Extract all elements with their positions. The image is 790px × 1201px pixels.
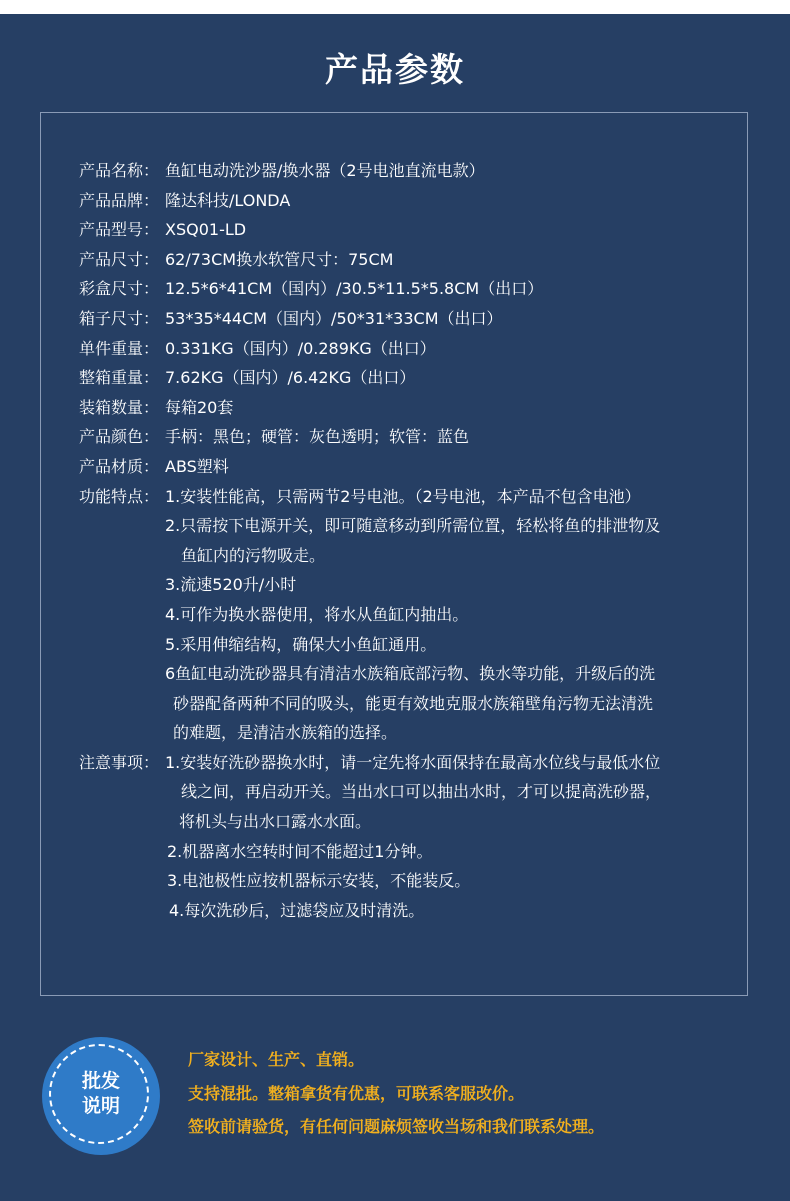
feature-line: 4.可作为换水器使用，将水从鱼缸内抽出。 [165,604,469,624]
features-row [79,718,661,748]
spec-value: ABS塑料 [165,456,229,476]
feature-line: 砂器配备两种不同的吸头，能更有效地克服水族箱壁角污物无法清洗 [173,693,654,713]
wholesale-notes [188,1043,604,1144]
page-title: 产品参数 [325,50,465,89]
note-line: 4.每次洗砂后，过滤袋应及时清洗。 [169,900,425,920]
features-row [79,541,661,571]
features-row [79,511,661,541]
wholesale-note: 厂家设计、生产、直销。 [188,1050,365,1069]
note-line: 线之间，再启动开关。当出水口可以抽出水时，才可以提高洗砂器， [181,782,662,802]
features-label: 功能特点： [79,486,160,506]
spec-row-color-box [79,274,661,304]
spec-row-carton [79,304,661,334]
features-row [79,689,661,719]
wholesale-note: 支持混批。整箱拿货有优惠，可联系客服改价。 [188,1083,525,1103]
spec-row-material [79,452,661,482]
notes-row [79,777,661,807]
feature-line: 2.只需按下电源开关，即可随意移动到所需位置，轻松将鱼的排泄物及 [165,516,661,536]
note-line: 1.安装好洗砂器换水时，请一定先将水面保持在最高水位线与最低水位 [165,752,661,772]
features-row [79,570,661,600]
spec-label: 产品品牌： [79,190,160,210]
feature-line: 3.流速520升/小时 [165,575,297,595]
spec-value: XSQ01-LD [165,220,247,240]
features-row [79,659,661,689]
spec-label: 单件重量： [79,338,160,358]
wholesale-badge [42,1037,160,1155]
notes-row [79,866,661,896]
spec-box [40,112,748,996]
spec-value: 62/73CM换水软管尺寸：75CM [165,249,394,269]
spec-label: 产品名称： [79,161,160,180]
spec-label: 产品材质： [79,456,160,476]
spec-row-name [79,156,661,186]
spec-value: 鱼缸电动洗沙器/换水器（2号电池直流电款） [165,161,485,180]
spec-value: 0.331KG（国内）/0.289KG（出口） [165,338,436,358]
badge-line: 说明 [81,1095,120,1117]
spec-value: 手柄：黑色；硬管：灰色透明；软管：蓝色 [165,427,470,447]
spec-label: 装箱数量： [79,397,160,417]
badge-line: 批发 [81,1070,120,1092]
note-line: 2.机器离水空转时间不能超过1分钟。 [167,841,433,861]
features-row [79,482,661,512]
features-row [79,600,661,630]
feature-line: 鱼缸内的污物吸走。 [181,545,326,565]
note-line: 将机头与出水口露水水面。 [179,812,372,832]
spec-value: 7.62KG（国内）/6.42KG（出口） [165,368,416,388]
feature-line: 6鱼缸电动洗砂器具有清洁水族箱底部污物、换水等功能，升级后的洗 [165,664,656,684]
spec-row-unit-weight [79,334,661,364]
feature-line: 1.安装性能高，只需两节2号电池。（2号电池，本产品不包含电池） [165,486,641,506]
spec-label: 箱子尺寸： [79,308,160,328]
notes-row [79,748,661,778]
spec-row-quantity [79,393,661,423]
spec-list [79,156,661,925]
spec-label: 彩盒尺寸： [79,279,160,299]
notes-row [79,837,661,867]
spec-value: 每箱20套 [165,397,234,417]
spec-row-size [79,245,661,275]
spec-label: 产品尺寸： [79,249,160,269]
badge-text [42,1069,160,1119]
note-line: 3.电池极性应按机器标示安装，不能装反。 [167,871,471,891]
feature-line: 5.采用伸缩结构，确保大小鱼缸通用。 [165,634,437,654]
spec-row-model [79,215,661,245]
spec-label: 整箱重量： [79,368,160,388]
notes-label: 注意事项： [79,752,160,772]
spec-value: 53*35*44CM（国内）/50*31*33CM（出口） [165,308,503,328]
spec-row-carton-weight [79,363,661,393]
notes-row [79,896,661,926]
wholesale-note: 签收前请验货，有任何问题麻烦签收当场和我们联系处理。 [188,1117,605,1136]
notes-row [79,807,661,837]
features-row [79,630,661,660]
spec-value: 12.5*6*41CM（国内）/30.5*11.5*5.8CM（出口） [165,279,544,299]
feature-line: 的难题，是清洁水族箱的选择。 [173,723,398,743]
spec-row-brand [79,186,661,216]
product-params-panel [0,14,790,1201]
spec-row-colors [79,422,661,452]
spec-label: 产品型号： [79,220,160,240]
spec-label: 产品颜色： [79,427,160,447]
spec-value: 隆达科技/LONDA [165,190,291,210]
